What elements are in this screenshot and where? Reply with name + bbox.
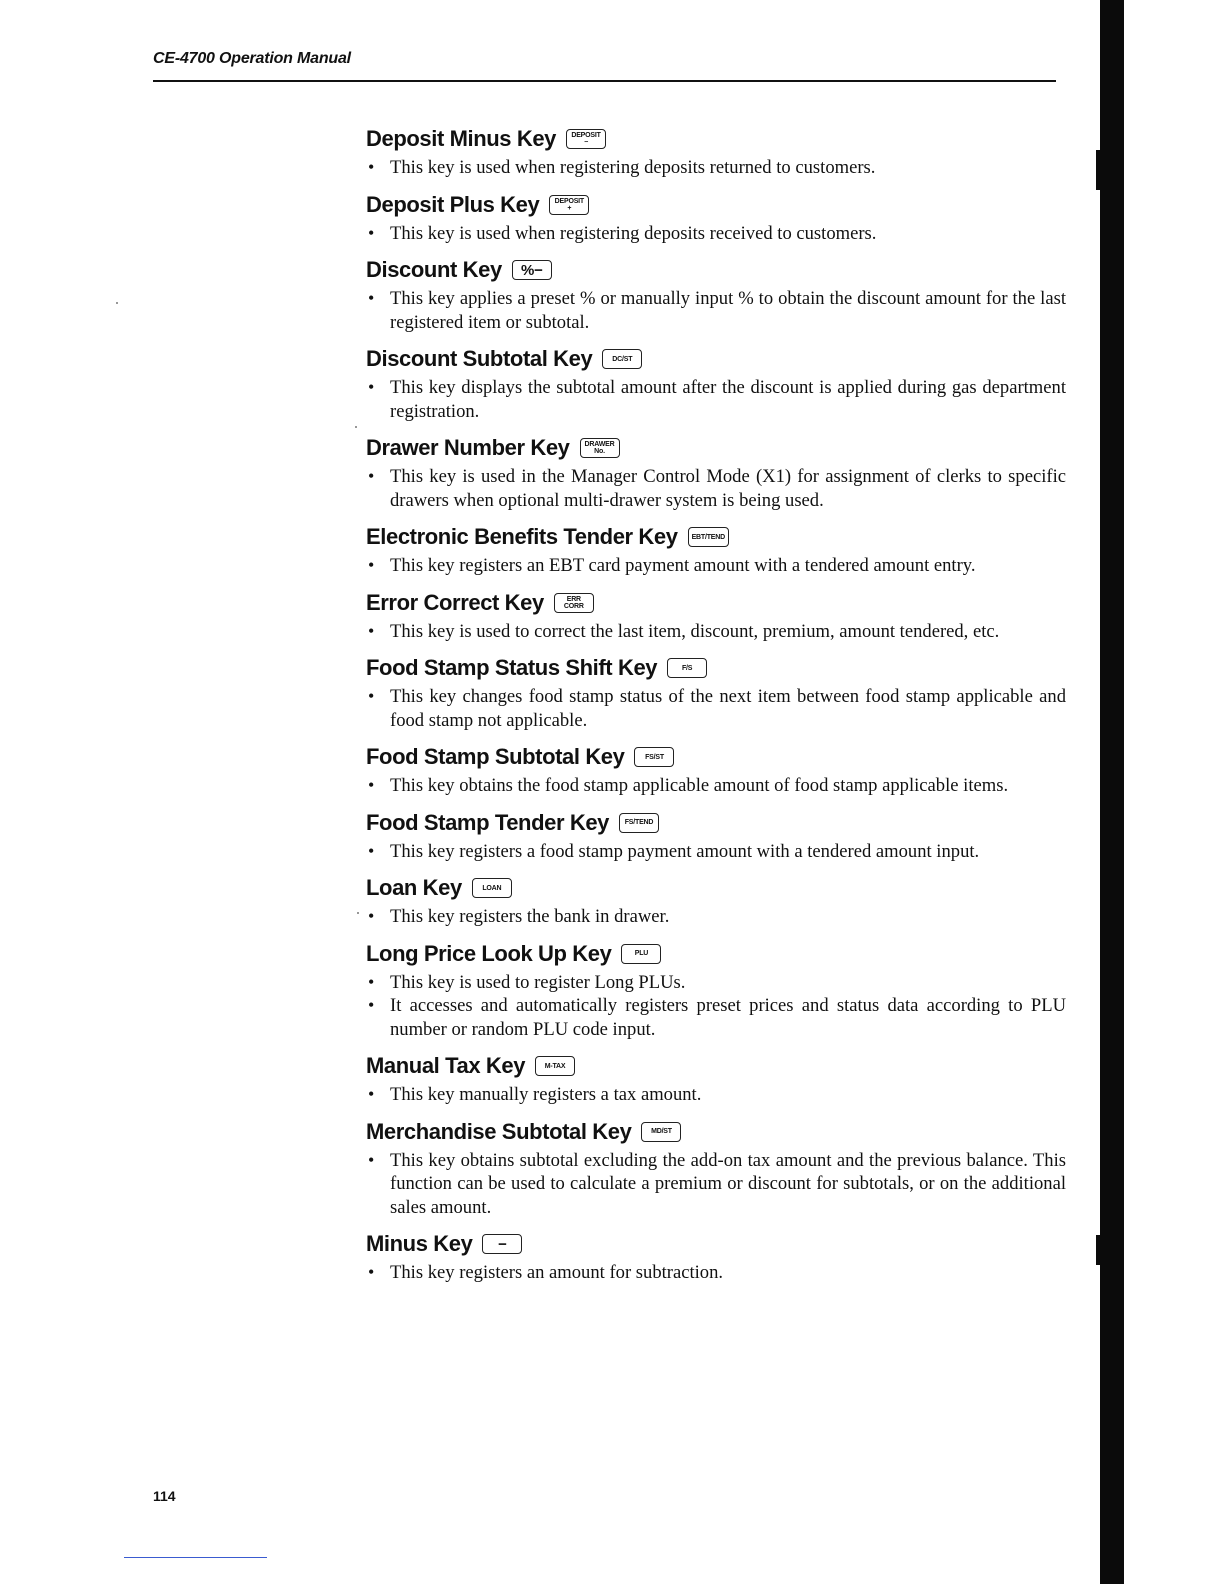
keycap-icon: F/S [667, 658, 707, 678]
bullet-item [366, 376, 1066, 423]
keycap-icon: MD/ST [641, 1122, 681, 1142]
bullet-list [366, 287, 1066, 334]
entry-heading [366, 939, 1066, 969]
glossary-entry [366, 588, 1066, 644]
keycap-icon: %− [512, 260, 552, 280]
bullet-item [366, 905, 1066, 929]
bullet-list [366, 840, 1066, 864]
scan-edge-bar [1100, 0, 1124, 1584]
keycap-icon: FS/ST [634, 747, 674, 767]
keycap-icon: DC/ST [602, 349, 642, 369]
entry-heading [366, 742, 1066, 772]
bullet-dot-icon: • [368, 995, 375, 1015]
entry-heading [366, 808, 1066, 838]
entry-heading [366, 588, 1066, 618]
keycap-icon: ERR CORR [554, 593, 594, 613]
bullet-dot-icon: • [368, 971, 375, 992]
bullet-item [366, 1261, 1066, 1285]
entry-heading [366, 433, 1066, 463]
bullet-item [366, 685, 1066, 732]
keycap-icon: EBT/TEND [688, 527, 729, 547]
bullet-text: This key is used to register Long PLUs. [390, 971, 686, 993]
keycap-icon: PLU [621, 944, 661, 964]
bullet-text: This key applies a preset % or manually input % to obtain the discount amount for the last registered item or subtotal. [390, 288, 1066, 333]
glossary-entry [366, 255, 1066, 334]
glossary-entry [366, 1117, 1066, 1220]
glossary-entry [366, 344, 1066, 423]
bullet-dot-icon: • [368, 906, 375, 926]
bullet-text: This key changes food stamp status of the next item between food stamp applicable and food stamp not applicable. [390, 686, 1066, 731]
glossary-entry [366, 653, 1066, 732]
glossary-entry [366, 1229, 1066, 1285]
bullet-item [366, 620, 1066, 644]
bullet-item [366, 554, 1066, 578]
entry-heading [366, 873, 1066, 903]
bullet-text: This key registers a food stamp payment amount with a tendered amount input. [390, 840, 980, 862]
entry-heading [366, 344, 1066, 374]
bullet-list [366, 971, 1066, 1042]
bullet-dot-icon: • [368, 1262, 375, 1282]
entry-heading [366, 255, 1066, 285]
entry-title: Discount Subtotal Key [366, 346, 593, 371]
bullet-item [366, 774, 1066, 798]
glossary-entry [366, 190, 1066, 246]
entry-heading [366, 1051, 1066, 1081]
keycap-icon: LOAN [472, 878, 512, 898]
entry-title: Long Price Look Up Key [366, 940, 612, 966]
entry-title: Deposit Plus Key [366, 191, 540, 217]
scan-speck [116, 302, 118, 304]
entry-heading [366, 653, 1066, 683]
bullet-text: This key manually registers a tax amount. [390, 1084, 702, 1105]
entry-heading [366, 190, 1066, 220]
bullet-text: This key is used when registering deposits received to customers. [390, 222, 877, 244]
bullet-text: This key registers an EBT card payment amount with a tendered amount entry. [390, 555, 976, 576]
bullet-list [366, 620, 1066, 644]
bullet-text: This key registers an amount for subtraction. [390, 1262, 724, 1283]
bullet-list [366, 1261, 1066, 1285]
entry-heading [366, 124, 1066, 154]
key-glossary [366, 124, 1066, 1295]
keycap-icon: M-TAX [535, 1056, 575, 1076]
bullet-item [366, 222, 1066, 246]
glossary-entry [366, 1051, 1066, 1107]
keycap-icon: DRAWER No. [580, 438, 620, 458]
bullet-dot-icon: • [368, 377, 375, 397]
bullet-item [366, 1149, 1066, 1220]
entry-title: Deposit Minus Key [366, 126, 557, 151]
bullet-item [366, 840, 1066, 864]
entry-title: Food Stamp Tender Key [366, 809, 609, 835]
bullet-list [366, 774, 1066, 798]
entry-title: Food Stamp Subtotal Key [366, 744, 625, 769]
bullet-dot-icon: • [368, 555, 375, 575]
entry-title: Discount Key [366, 257, 502, 282]
bullet-dot-icon: • [368, 1084, 375, 1104]
bullet-text: This key obtains the food stamp applicable amount of food stamp applicable items. [390, 775, 1009, 796]
entry-title: Electronic Benefits Tender Key [366, 524, 678, 549]
bullet-list [366, 905, 1066, 929]
bullet-text: This key is used when registering deposits returned to customers. [390, 157, 876, 178]
bullet-text: This key is used to correct the last item, discount, premium, amount tendered, etc. [390, 620, 1000, 642]
glossary-entry [366, 522, 1066, 578]
bullet-dot-icon: • [368, 222, 375, 243]
bullet-dot-icon: • [368, 686, 375, 706]
entry-heading [366, 1229, 1066, 1259]
bullet-item [366, 1083, 1066, 1107]
scan-speck [355, 426, 357, 428]
entry-title: Drawer Number Key [366, 435, 570, 460]
bullet-dot-icon: • [368, 466, 375, 486]
entry-title: Manual Tax Key [366, 1053, 526, 1078]
glossary-entry [366, 433, 1066, 512]
glossary-entry [366, 939, 1066, 1042]
keycap-icon: − [482, 1234, 522, 1254]
entry-title: Minus Key [366, 1231, 473, 1256]
glossary-entry [366, 124, 1066, 180]
bullet-text: This key registers the bank in drawer. [390, 906, 670, 927]
bullet-list [366, 685, 1066, 732]
header-rule [153, 80, 1056, 82]
scan-speck [357, 912, 359, 914]
bullet-list [366, 376, 1066, 423]
bullet-list [366, 156, 1066, 180]
keycap-icon: DEPOSIT + [549, 195, 589, 215]
entry-title: Error Correct Key [366, 589, 544, 615]
bullet-text: It accesses and automatically registers preset prices and status data according to PLU number or random PLU code input. [390, 995, 1066, 1040]
bullet-text: This key is used in the Manager Control Mode (X1) for assignment of clerks to specific drawers when optional multi-drawer system is being used. [390, 466, 1066, 511]
page-number: 114 [153, 1488, 176, 1504]
bullet-text: This key displays the subtotal amount after the discount is applied during gas department registration. [390, 377, 1066, 422]
bullet-dot-icon: • [368, 620, 375, 641]
bullet-dot-icon: • [368, 840, 375, 861]
bullet-text: This key obtains subtotal excluding the add-on tax amount and the previous balance. This function can be used to calculate a premium or discount for subtotals, or on the additional sales amount. [390, 1149, 1066, 1218]
bullet-list [366, 1083, 1066, 1107]
entry-title: Merchandise Subtotal Key [366, 1118, 632, 1144]
running-header: CE-4700 Operation Manual [153, 50, 351, 67]
glossary-entry [366, 808, 1066, 864]
bullet-list [366, 1149, 1066, 1220]
keycap-icon: FS/TEND [619, 813, 659, 833]
bullet-item [366, 994, 1066, 1041]
footer-line [124, 1557, 267, 1558]
glossary-entry [366, 873, 1066, 929]
bullet-dot-icon: • [368, 1149, 375, 1170]
entry-title: Food Stamp Status Shift Key [366, 655, 658, 680]
entry-heading [366, 1117, 1066, 1147]
bullet-dot-icon: • [368, 775, 375, 795]
entry-title: Loan Key [366, 875, 462, 900]
bullet-list [366, 554, 1066, 578]
bullet-list [366, 222, 1066, 246]
bullet-item [366, 971, 1066, 995]
bullet-dot-icon: • [368, 288, 375, 308]
entry-heading [366, 522, 1066, 552]
bullet-item [366, 156, 1066, 180]
bullet-dot-icon: • [368, 157, 375, 177]
bullet-item [366, 287, 1066, 334]
keycap-icon: DEPOSIT − [566, 129, 606, 149]
bullet-item [366, 465, 1066, 512]
bullet-list [366, 465, 1066, 512]
glossary-entry [366, 742, 1066, 798]
